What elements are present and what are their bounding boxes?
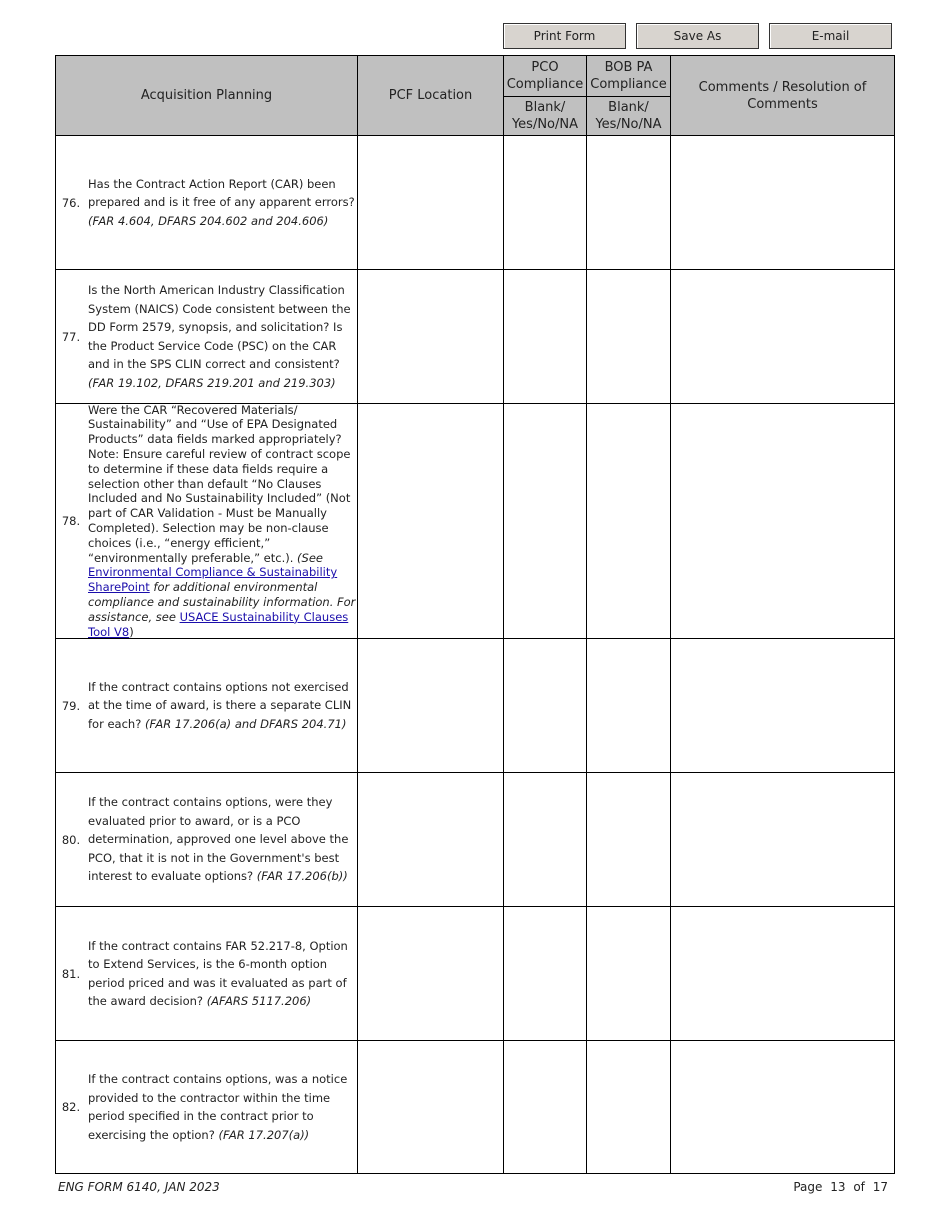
item-number: 79. xyxy=(61,698,81,713)
pco-compliance-field[interactable] xyxy=(504,640,586,771)
table-row xyxy=(56,1041,894,1173)
pcf-location-field[interactable] xyxy=(358,137,503,268)
form-identifier: ENG FORM 6140, JAN 2023 xyxy=(58,1180,220,1194)
pco-compliance-field[interactable] xyxy=(504,137,586,268)
pco-compliance-field[interactable] xyxy=(504,405,586,637)
pco-compliance-field[interactable] xyxy=(504,271,586,402)
comments-field[interactable] xyxy=(671,405,894,637)
item-question: If the contract contains options not exercised at the time of award, is there a separate CLIN for each? (FAR 17.206(a) and DFARS 204.71) xyxy=(88,679,352,731)
item-number: 77. xyxy=(61,329,81,344)
header-pco-compliance: PCO Compliance xyxy=(506,60,584,92)
table-row xyxy=(56,639,894,772)
print-form-button[interactable]: Print Form xyxy=(503,23,626,49)
pco-compliance-field[interactable] xyxy=(504,774,586,905)
item-question: If the contract contains options, were they evaluated prior to award, or is a PCO determination, approved one level above the PCO, that it is not in the Government's best interest to evaluate options? (FAR 17.206(b)) xyxy=(88,795,349,884)
table-header xyxy=(56,56,894,135)
table-row xyxy=(56,136,894,269)
sustainability-clauses-tool-link[interactable]: USACE Sustainability Clauses Tool V8 xyxy=(88,609,349,639)
bob-compliance-field[interactable] xyxy=(587,908,670,1039)
item-citation: (FAR 4.604, DFARS 204.602 and 204.606) xyxy=(88,213,329,228)
item-number: 80. xyxy=(61,832,81,847)
form-toolbar xyxy=(503,23,894,51)
table-row xyxy=(56,404,894,638)
bob-compliance-field[interactable] xyxy=(587,271,670,402)
item-citation: (FAR 17.206(a) and DFARS 204.71) xyxy=(144,716,347,731)
header-bob-pa-compliance: BOB PA Compliance xyxy=(590,60,667,92)
bob-compliance-field[interactable] xyxy=(587,640,670,771)
pcf-location-field[interactable] xyxy=(358,405,503,637)
item-question: If the contract contains FAR 52.217-8, Option to Extend Services, is the 6-month option period priced and was it evaluated as part of the award decision? (AFARS 5117.206) xyxy=(88,938,348,1008)
item-citation: (FAR 17.206(b)) xyxy=(256,869,348,884)
item-number: 82. xyxy=(61,1100,81,1114)
header-pcf-location: PCF Location xyxy=(388,88,473,103)
pcf-location-field[interactable] xyxy=(358,271,503,402)
page-label: Page xyxy=(793,1180,823,1194)
checklist-table xyxy=(55,55,895,1174)
pcf-location-field[interactable] xyxy=(358,908,503,1039)
page-of-label: of xyxy=(853,1180,865,1194)
item-number: 78. xyxy=(61,514,81,528)
item-citation: (FAR 17.207(a)) xyxy=(218,1127,310,1142)
bob-compliance-field[interactable] xyxy=(587,137,670,268)
header-comments: Comments / Resolution of Comments xyxy=(698,79,867,112)
comments-field[interactable] xyxy=(671,774,894,905)
item-question: Has the Contract Action Report (CAR) been prepared and is it free of any apparent errors? (FAR 4.604, DFARS 204.602 and 204.606) xyxy=(88,176,355,228)
item-citation: (FAR 19.102, DFARS 219.201 and 219.303) xyxy=(88,375,336,390)
header-bob-answer-key: Blank/ Yes/No/NA xyxy=(595,100,662,132)
email-button[interactable]: E-mail xyxy=(769,23,892,49)
item-number: 76. xyxy=(61,195,81,210)
pco-compliance-field[interactable] xyxy=(504,1042,586,1172)
bob-compliance-field[interactable] xyxy=(587,1042,670,1172)
save-as-button[interactable]: Save As xyxy=(636,23,759,49)
pcf-location-field[interactable] xyxy=(358,640,503,771)
comments-field[interactable] xyxy=(671,640,894,771)
pcf-location-field[interactable] xyxy=(358,774,503,905)
comments-field[interactable] xyxy=(671,908,894,1039)
table-row xyxy=(56,773,894,906)
page-indicator xyxy=(789,1180,888,1194)
page-number: 13 xyxy=(830,1180,846,1194)
bob-compliance-field[interactable] xyxy=(587,405,670,637)
table-row xyxy=(56,270,894,403)
item-citation: (AFARS 5117.206) xyxy=(206,994,312,1008)
comments-field[interactable] xyxy=(671,137,894,268)
pcf-location-field[interactable] xyxy=(358,1042,503,1172)
bob-compliance-field[interactable] xyxy=(587,774,670,905)
comments-field[interactable] xyxy=(671,1042,894,1172)
header-pco-answer-key: Blank/ Yes/No/NA xyxy=(511,100,579,132)
environmental-sharepoint-link[interactable]: Environmental Compliance & Sustainability SharePoint xyxy=(88,565,338,595)
pco-compliance-field[interactable] xyxy=(504,908,586,1039)
item-question: Is the North American Industry Classification System (NAICS) Code consistent between the DD Form 2579, synopsis, and solicitation? Is the Product Service Code (PSC) on the CAR and in the SPS CLIN correct and consistent? (FAR 19.102, DFARS 219.201 and 219.303) xyxy=(88,283,351,390)
item-number: 81. xyxy=(61,966,81,981)
comments-field[interactable] xyxy=(671,271,894,402)
header-acquisition-planning: Acquisition Planning xyxy=(140,88,273,103)
page-total: 17 xyxy=(872,1180,888,1194)
item-question: If the contract contains options, was a notice provided to the contractor within the time period specified in the contract prior to exercising the option? (FAR 17.207(a)) xyxy=(88,1072,348,1142)
table-row xyxy=(56,907,894,1040)
item-question: Were the CAR “Recovered Materials/ Sustainability” and “Use of EPA Designated Products” data fields marked appropriately? Note: Ensure careful review of contract scope to determine if these data fields require a selection other than default “No Clauses Included and No Sustainability Included” (Not part of CAR Validation - Must be Manually Completed). Selection may be non-clause choices (i.e., “energy efficient,” “environmentally preferable,” etc.). (See Environmental Compliance & Sustainability SharePoint for additional environmental compliance and sustainability information. For assistance, see USACE Sustainability Clauses Tool V8) xyxy=(88,402,356,639)
